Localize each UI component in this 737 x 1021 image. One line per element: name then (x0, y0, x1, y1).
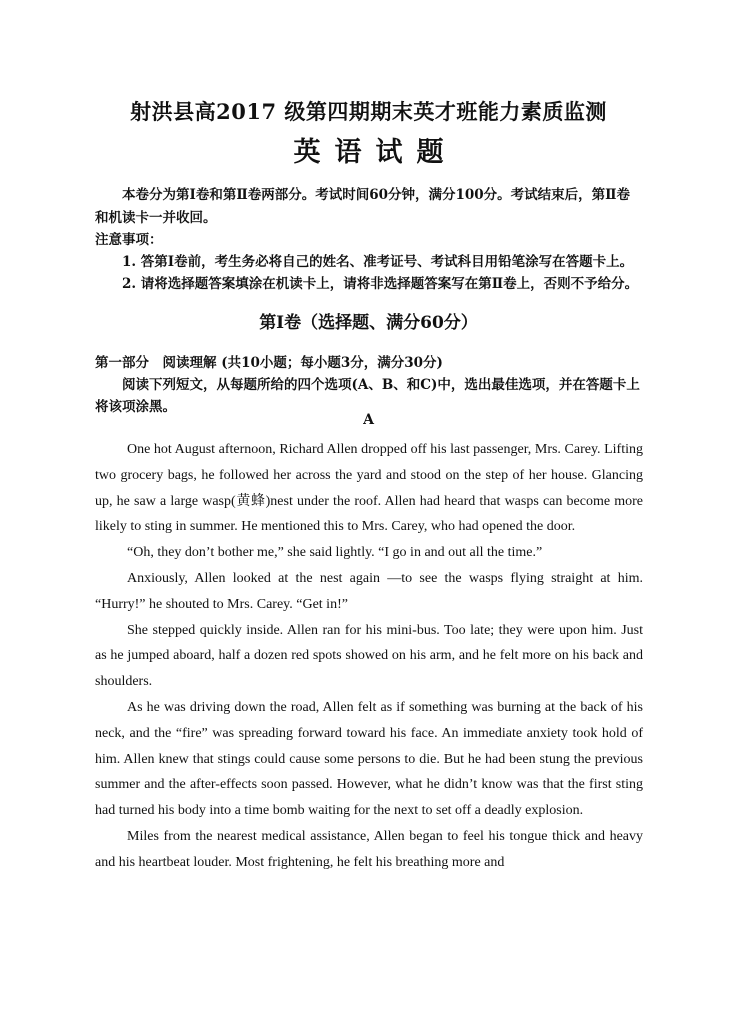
part-directions: 阅读下列短文，从每题所给的四个选项(A、B、和C)中，选出最佳选项，并在答题卡上将该项涂黑。 (95, 377, 640, 415)
section-title: 第Ⅰ卷（选择题、满分60分） (259, 313, 478, 333)
part-heading: 第一部分 阅读理解 (共10小题；每小题3分，满分30分) (95, 355, 443, 371)
passage-paragraph: Miles from the nearest medical assistance, Allen began to feel his tongue thick and heavy and his heartbeat louder. Most frightening, he felt his breathing more and (95, 828, 643, 870)
notice-item: 2. 请将选择题答案填涂在机读卡上，请将非选择题答案写在第Ⅱ卷上，否则不予给分。 (122, 276, 639, 292)
notice-section (95, 229, 643, 295)
reading-passage (95, 437, 643, 876)
notice-heading: 注意事项： (95, 232, 163, 248)
exam-title: 射洪县高2017 级第四期期末英才班能力素质监测 (130, 99, 607, 124)
passage-paragraph: One hot August afternoon, Richard Allen dropped off his last passenger, Mrs. Carey. Lifting two grocery bags, he followed her across the yard and stood on the step of her house. Glancing up, he saw a large wasp(黄蜂)nest under the roof. Allen had heard that wasps can become more likely to sting in summer. He mentioned this to Mrs. Carey, who had opened the door. (95, 442, 643, 535)
passage-label: A (363, 412, 374, 428)
subject-title: 英语试题 (293, 137, 458, 168)
passage-paragraph: She stepped quickly inside. Allen ran for his mini-bus. Too late; they were upon him. Just as he jumped aboard, half a dozen red spots showed on his arm, and he felt more on his back and shoulders. (95, 622, 643, 690)
notice-item: 1. 答第Ⅰ卷前，考生务必将自己的姓名、准考证号、考试科目用铅笔涂写在答题卡上。 (122, 254, 634, 270)
passage-paragraph: Anxiously, Allen looked at the nest again —to see the wasps flying straight at him. “Hurry!” he shouted to Mrs. Carey. “Get in!” (95, 570, 643, 612)
passage-paragraph: “Oh, they don’t bother me,” she said lightly. “I go in and out all the time.” (127, 545, 543, 561)
passage-paragraph: As he was driving down the road, Allen felt as if something was burning at the back of his neck, and the “fire” was spreading forward toward his face. An immediate anxiety took hold of him. Allen knew that stings could cause some persons to die. But he had been stung the previous summer and the after-effects soon passed. However, what he didn’t know was that the first sting had turned his body into a time bomb waiting for the next to set off a deadly explosion. (95, 699, 643, 819)
exam-instructions: 本卷分为第Ⅰ卷和第Ⅱ卷两部分。考试时间60分钟，满分100分。考试结束后，第Ⅱ卷和机读卡一并收回。 (95, 187, 631, 226)
